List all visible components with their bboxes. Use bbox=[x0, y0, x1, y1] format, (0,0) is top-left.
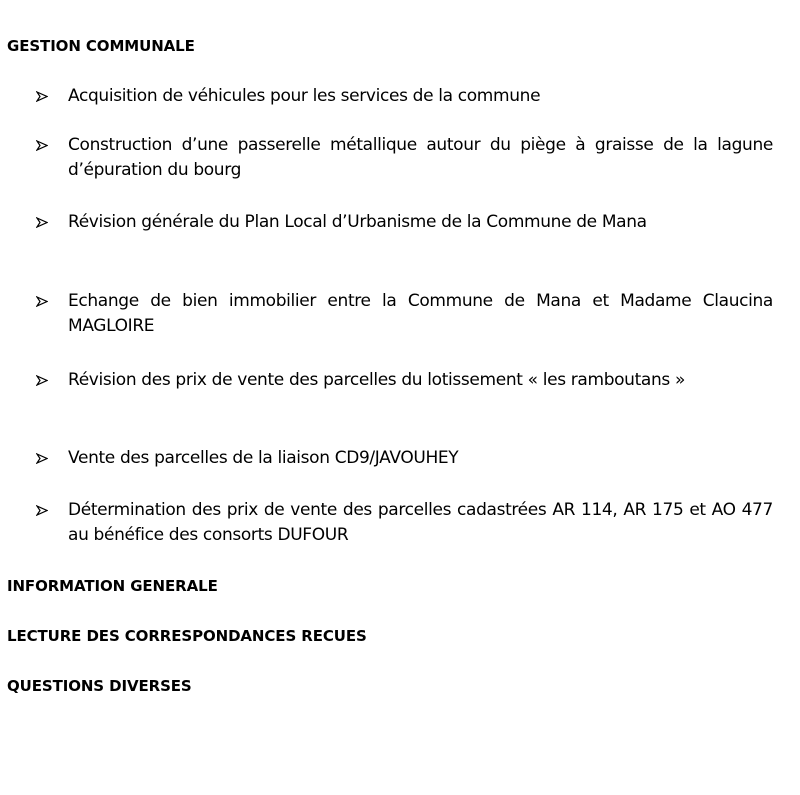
list-item bbox=[36, 133, 773, 183]
section-heading-gestion-communale: GESTION COMMUNALE bbox=[7, 37, 195, 55]
list-item bbox=[36, 289, 773, 339]
section-heading-information-generale: INFORMATION GENERALE bbox=[7, 577, 218, 595]
list-item bbox=[36, 498, 773, 548]
list-item bbox=[36, 84, 773, 109]
arrow-bullet-icon bbox=[36, 91, 48, 102]
list-item-text: Acquisition de véhicules pour les services de la commune bbox=[68, 86, 541, 106]
arrow-bullet-icon bbox=[36, 217, 48, 228]
list-item bbox=[36, 210, 773, 260]
arrow-bullet-icon bbox=[36, 296, 48, 307]
arrow-bullet-icon bbox=[36, 505, 48, 516]
arrow-bullet-icon bbox=[36, 140, 48, 151]
arrow-bullet-icon bbox=[36, 453, 48, 464]
list-item bbox=[36, 446, 773, 471]
list-item-text: Vente des parcelles de la liaison CD9/JAVOUHEY bbox=[68, 448, 459, 468]
section-heading-lecture-correspondances: LECTURE DES CORRESPONDANCES RECUES bbox=[7, 627, 367, 645]
list-item-text: Echange de bien immobilier entre la Commune de Mana et Madame Claucina MAGLOIRE bbox=[68, 291, 773, 336]
list-item-text: Révision des prix de vente des parcelles du lotissement « les ramboutans » bbox=[68, 370, 686, 390]
list-item-text: Révision générale du Plan Local d’Urbanisme de la Commune de Mana bbox=[68, 212, 647, 232]
section-heading-questions-diverses: QUESTIONS DIVERSES bbox=[7, 677, 192, 695]
list-item-text: Construction d’une passerelle métallique autour du piège à graisse de la lagune d’épuration du bourg bbox=[68, 135, 773, 180]
list-item-text: Détermination des prix de vente des parcelles cadastrées AR 114, AR 175 et AO 477 au bénéfice des consorts DUFOUR bbox=[68, 500, 773, 545]
list-item bbox=[36, 368, 773, 418]
arrow-bullet-icon bbox=[36, 375, 48, 386]
